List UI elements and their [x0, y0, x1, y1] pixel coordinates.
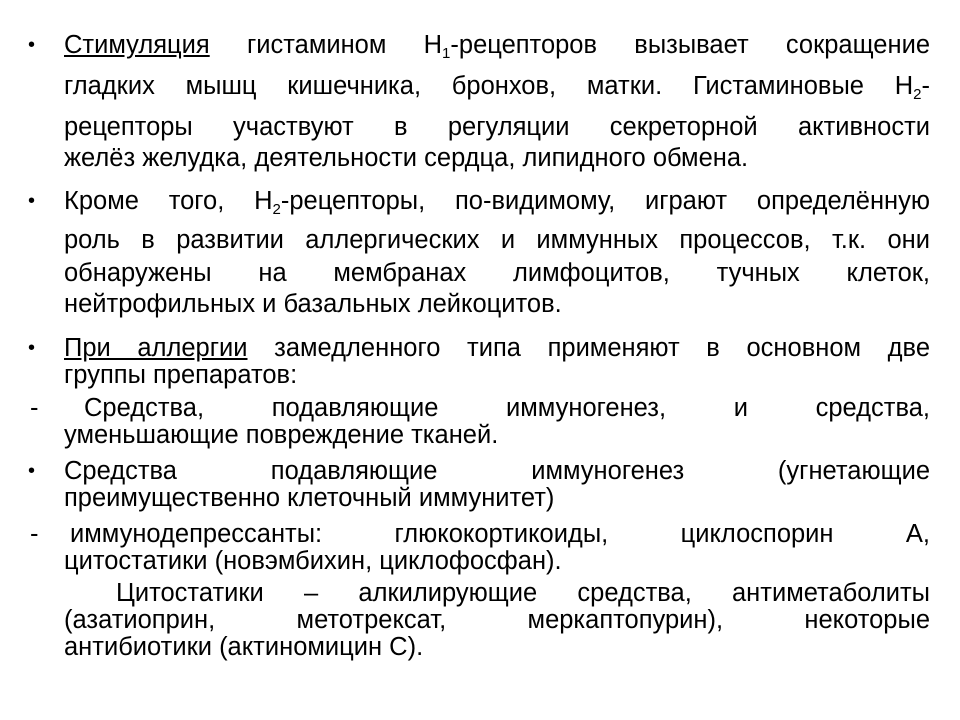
text-segment: Кроме того, Н — [64, 187, 273, 215]
text-line: рецепторы участвуют в регуляции секреторной активности — [64, 113, 930, 141]
paragraph-h2-receptors — [64, 186, 930, 320]
text-line: желёз желудка, деятельности сердца, липидного обмена. — [64, 144, 749, 172]
paragraph-immunogenesis-agents — [64, 393, 930, 451]
text-line: цитостатики (новэмбихин, циклофосфан). — [64, 547, 562, 575]
text-segment: -рецепторы, по-видимому, играют определённую — [280, 187, 930, 215]
text-line: Средства подавляющие иммуногенез (угнетающие — [64, 457, 930, 485]
text-segment: гладких мышц кишечника, бронхов, матки. Гистаминовые Н — [64, 72, 914, 100]
paragraph-histamine-h1 — [64, 30, 930, 174]
bullet-marker: • — [28, 190, 36, 212]
text-segment: замедленного типа применяют в основном две — [247, 334, 930, 362]
bullet-marker: • — [28, 337, 36, 359]
text-line — [64, 30, 930, 61]
text-line — [64, 186, 930, 217]
text-line: роль в развитии аллергических и иммунных процессов, т.к. они — [64, 226, 930, 254]
text-segment: Средства, подавляющие иммуногенез, и средства, — [84, 394, 930, 422]
text-segment: гистамином Н — [209, 31, 443, 59]
paragraph-allergy — [64, 333, 930, 391]
text-line: уменьшающие повреждение тканей. — [64, 421, 499, 449]
text-segment: Цитостатики – алкилирующие средства, антиметаболиты — [116, 579, 930, 607]
bullet-marker: • — [28, 460, 36, 482]
paragraph-immunosuppressants — [64, 519, 930, 577]
subscript: 1 — [442, 45, 451, 62]
paragraph-cytostatics — [64, 578, 930, 663]
text-line: преимущественно клеточный иммунитет) — [64, 484, 555, 512]
text-line: обнаружены на мембранах лимфоцитов, тучных клеток, — [64, 259, 930, 287]
text-segment: иммунодепрессанты: глюкокортикоиды, циклоспорин А, — [70, 520, 930, 548]
subscript: 2 — [913, 86, 922, 103]
underlined-term: Стимуляция — [64, 31, 210, 59]
underlined-term: При аллергии — [64, 334, 248, 362]
text-line: (азатиоприн, метотрексат, меркаптопурин), некоторые — [64, 606, 930, 634]
dash-marker: - — [30, 520, 39, 548]
dash-marker: - — [30, 394, 39, 422]
paragraph-cellular-immunity — [64, 456, 930, 514]
subscript: 2 — [272, 201, 281, 218]
text-segment: - — [921, 72, 930, 100]
text-line: группы препаратов: — [64, 361, 298, 389]
text-line: нейтрофильных и базальных лейкоцитов. — [64, 290, 562, 318]
text-segment: -рецепторов вызывает сокращение — [450, 31, 930, 59]
bullet-marker: • — [28, 34, 36, 56]
text-line: антибиотики (актиномицин С). — [64, 633, 424, 661]
text-line — [64, 71, 930, 102]
